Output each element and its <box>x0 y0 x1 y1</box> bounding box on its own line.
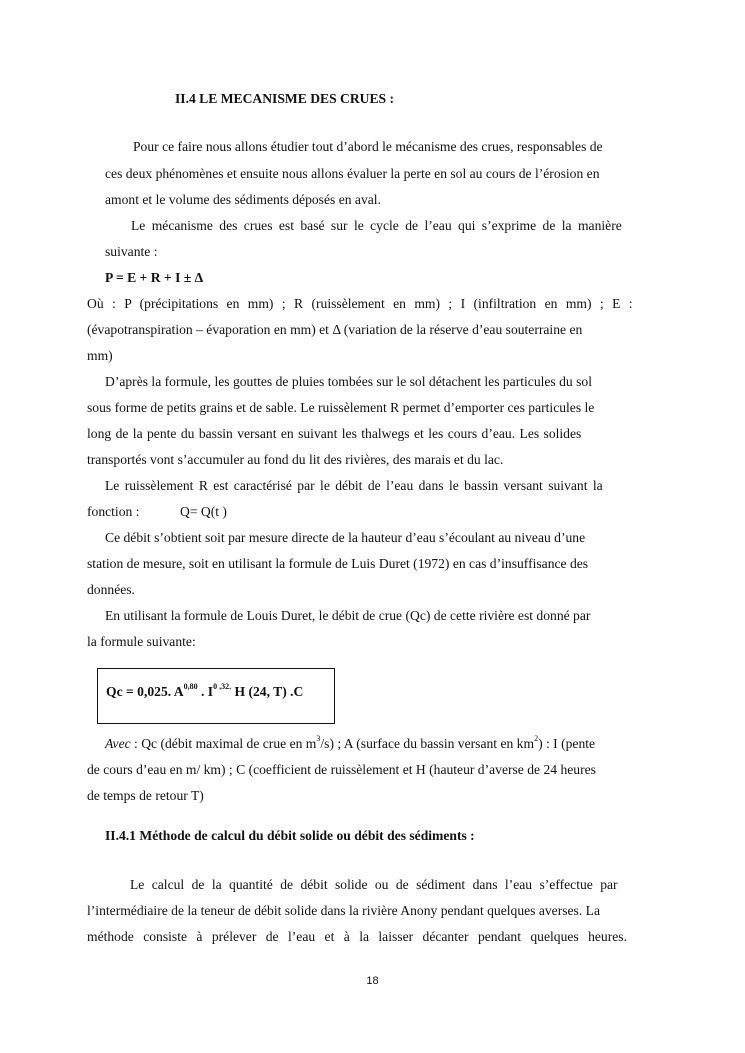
duret-formula: Qc = 0,025. A$^{0,80}$ . $I^{0 ,32.}$ H (24, T) .C <box>106 682 304 699</box>
paragraph-line: Le mécanisme des crues est basé sur le cycle de l’eau qui s’exprime de la manière <box>131 218 622 233</box>
section-title: II.4 LE MECANISME DES CRUES : <box>175 91 395 106</box>
formula-legend-line: de temps de retour T) <box>87 788 204 803</box>
paragraph-line: données. <box>87 582 135 597</box>
paragraph-line: En utilisant la formule de Louis Duret, le débit de crue (Qc) de cette rivière est donné par <box>105 608 591 623</box>
paragraph-line: amont et le volume des sédiments déposés en aval. <box>105 192 381 207</box>
runoff-function: Q= Q(t ) <box>180 504 227 519</box>
paragraph-line: transportés vont s’accumuler au fond du lit des rivières, des marais et du lac. <box>87 452 504 467</box>
paragraph-line: fonction : <box>87 504 140 519</box>
paragraph-line: long de la pente du bassin versant en suivant les thalwegs et les cours d’eau. Les solides <box>87 426 582 441</box>
subsection-title: II.4.1 Méthode de calcul du débit solide ou débit des sédiments : <box>105 828 475 843</box>
paragraph-line: l’intermédiaire de la teneur de débit solide dans la rivière Anony pendant quelques averses. La <box>87 903 600 918</box>
paragraph-line: Le ruissèlement R est caractérisé par le débit de l’eau dans le bassin versant suivant la <box>105 478 603 493</box>
water-balance-formula: P = E + R + I ± Δ <box>105 270 204 285</box>
page-number: 18 <box>366 975 379 987</box>
paragraph-line: D’après la formule, les gouttes de pluies tombées sur le sol détachent les particules du sol <box>105 374 592 389</box>
paragraph-line: station de mesure, soit en utilisant la formule de Luis Duret (1972) en cas d’insuffisance des <box>87 556 589 571</box>
definition-line: mm) <box>87 348 113 363</box>
paragraph-line: Le calcul de la quantité de débit solide ou de sédiment dans l’eau s’effectue par <box>130 877 618 892</box>
paragraph-line: ces deux phénomènes et ensuite nous allons évaluer la perte en sol au cours de l’érosion en <box>105 166 600 181</box>
paragraph-line: Ce débit s’obtient soit par mesure directe de la hauteur d’eau s’écoulant au niveau d’une <box>105 530 586 545</box>
formula-legend-line: Avec : Qc (débit maximal de crue en $m^3/s$) ; A (surface du bassin versant en $km^2$) : I (pente <box>105 734 596 751</box>
paragraph-line: la formule suivante: <box>87 634 196 649</box>
paragraph-line: méthode consiste à prélever de l’eau et à la laisser décanter pendant quelques heures. <box>87 929 627 944</box>
definition-line: Où : P (précipitations en mm) ; R (ruissèlement en mm) ; I (infiltration en mm) ; E : <box>87 296 633 311</box>
formula-legend-line: de cours d’eau en m/ km) ; C (coefficient de ruissèlement et H (hauteur d’averse de 24 heures <box>87 762 596 777</box>
definition-line: (évapotranspiration – évaporation en mm) et Δ (variation de la réserve d’eau souterraine en <box>87 322 583 337</box>
paragraph-line: sous forme de petits grains et de sable. Le ruissèlement R permet d’emporter ces particules le <box>87 400 595 415</box>
paragraph-line: Pour ce faire nous allons étudier tout d’abord le mécanisme des crues, responsables de <box>133 139 603 154</box>
paragraph-line: suivante : <box>105 244 158 259</box>
